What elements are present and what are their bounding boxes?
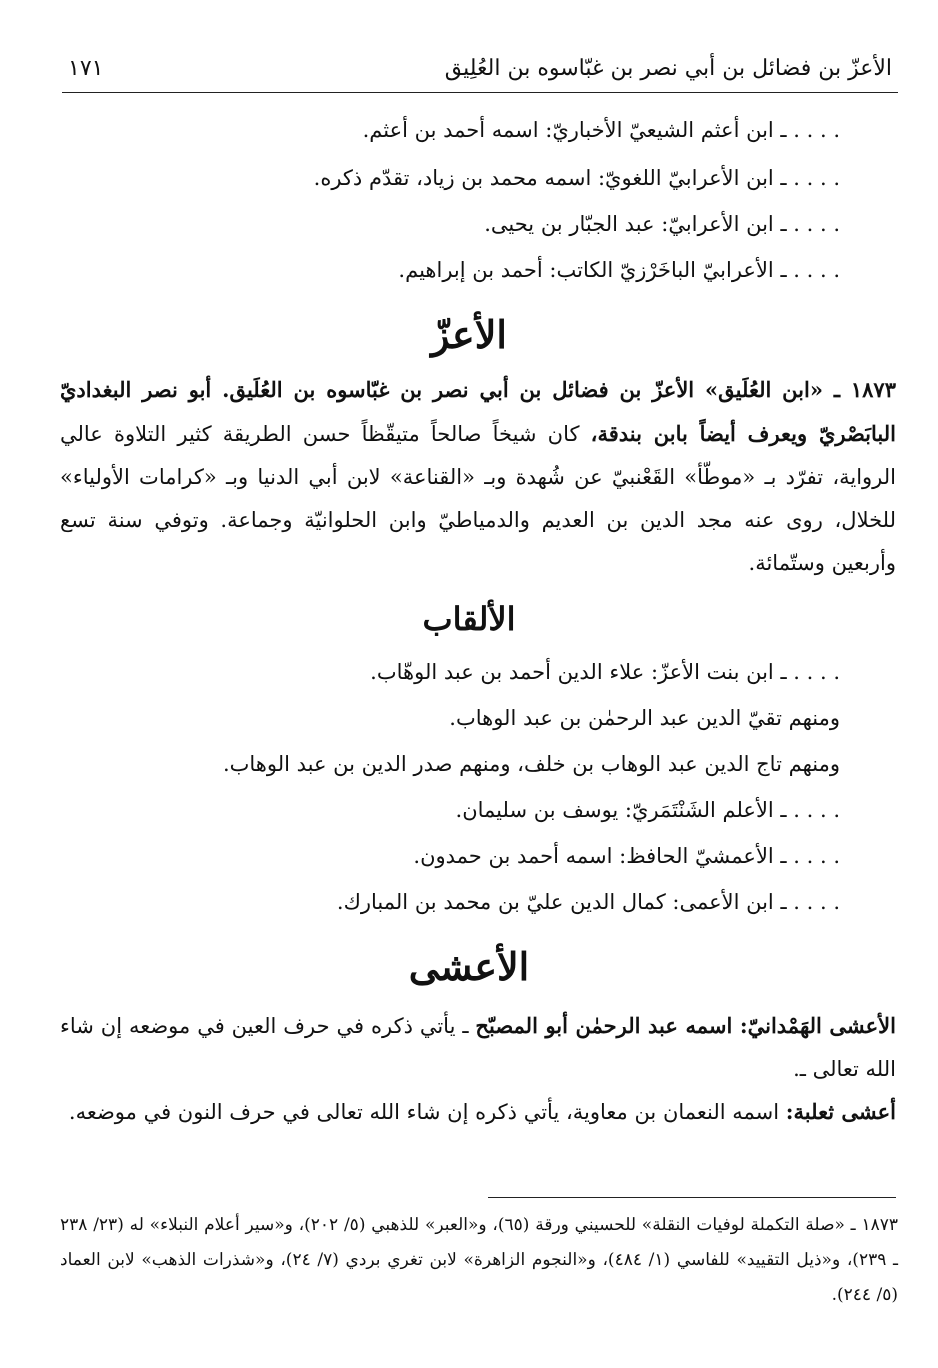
entry-line: . . . . ـ ابن الأعرابيّ: عبد الجبّار بن يحيى. bbox=[484, 212, 840, 236]
entry-line: . . . . ـ الأعرابيّ الباخَرْزيّ الكاتب: أحمد بن إبراهيم. bbox=[398, 258, 840, 282]
biography-paragraph bbox=[60, 368, 896, 585]
biography-lead: ١٨٧٣ ـ «ابن العُلَيق» الأعزّ بن فضائل بن أبي نصر بن غبّاسوه بن العُلَيق. أبو نصر البغداديّ البابَصْريّ ويعرف أيضاً بابن بندقة، bbox=[60, 377, 896, 446]
entry-paragraph bbox=[60, 1004, 896, 1091]
page-number: ١٧١ bbox=[68, 56, 104, 81]
footnote: ١٨٧٣ ـ «صلة التكملة لوفيات النقلة» للحسيني ورقة (٦٥)، و«العبر» للذهبي (٥/ ٢٠٢)، و«سير أعلام النبلاء» له (٢٣/ ٢٣٨ ـ ٢٣٩)، و«ذيل التقييد» للفاسي (١/ ٤٨٤)، و«النجوم الزاهرة» لابن تغري بردي (٧/ ٢٤)، و«شذرات الذهب» لابن العماد (٥/ ٢٤٤). bbox=[60, 1215, 898, 1305]
biography-body: كان شيخاً صالحاً متيقّظاً حسن الطريقة كثير التلاوة عالي الرواية، تفرّد بـ «موطّأ» القَعْنبيّ عن شُهدة وبـ «القناعة» لابن أبي الدنيا وبـ «كرامات الأولياء» للخلال، روى عنه مجد الدين بن العديم والدمياطيّ وابن الحلوانيّة وجماعة. وتوفي سنة تسع وأربعين وستّمائة. bbox=[60, 422, 896, 575]
entry-line: . . . . ـ ابن بنت الأعزّ: علاء الدين أحمد بن عبد الوهّاب. bbox=[370, 660, 840, 684]
entry-line: ومنهم تقيّ الدين عبد الرحمٰن بن عبد الوهاب. bbox=[449, 706, 840, 730]
entry-line: . . . . ـ ابن الأعرابيّ اللغويّ: اسمه محمد بن زياد، تقدّم ذكره. bbox=[313, 166, 840, 190]
section-heading: الأعشى bbox=[408, 944, 530, 989]
entry-line: . . . . ـ الأعلم الشَنْتَمَريّ: يوسف بن سليمان. bbox=[455, 798, 840, 822]
running-title: الأعزّ بن فضائل بن أبي نصر بن غبّاسوه بن العُلِيق bbox=[444, 56, 892, 81]
section-heading: الألقاب bbox=[422, 600, 516, 638]
section-heading: الأعزّ bbox=[431, 312, 507, 357]
footnote-divider bbox=[488, 1197, 896, 1198]
entry-line: . . . . ـ الأعمشيّ الحافظ: اسمه أحمد بن حمدون. bbox=[413, 844, 840, 868]
running-header bbox=[62, 48, 898, 93]
entry-paragraph bbox=[60, 1090, 896, 1134]
entry-title: الأعشى الهَمْدانيّ: اسمه عبد الرحمٰن أبو المصبّح bbox=[475, 1013, 896, 1038]
entry-line: . . . . ـ ابن الأعمى: كمال الدين عليّ بن محمد بن المبارك. bbox=[336, 890, 840, 914]
entry-line: . . . . ـ ابن أعثم الشيعيّ الأخباريّ: اسمه أحمد بن أعثم. bbox=[362, 118, 840, 142]
entry-line: ومنهم تاج الدين عبد الوهاب بن خلف، ومنهم صدر الدين بن عبد الوهاب. bbox=[222, 752, 840, 776]
entry-text: اسمه النعمان بن معاوية، يأتي ذكره إن شاء الله تعالى في حرف النون في موضعه. bbox=[68, 1100, 786, 1124]
entry-text: ـ يأتي ذكره في حرف العين في موضعه إن شاء الله تعالى ـ. bbox=[60, 1014, 896, 1081]
entry-title: أعشى ثعلبة: bbox=[785, 1099, 896, 1124]
